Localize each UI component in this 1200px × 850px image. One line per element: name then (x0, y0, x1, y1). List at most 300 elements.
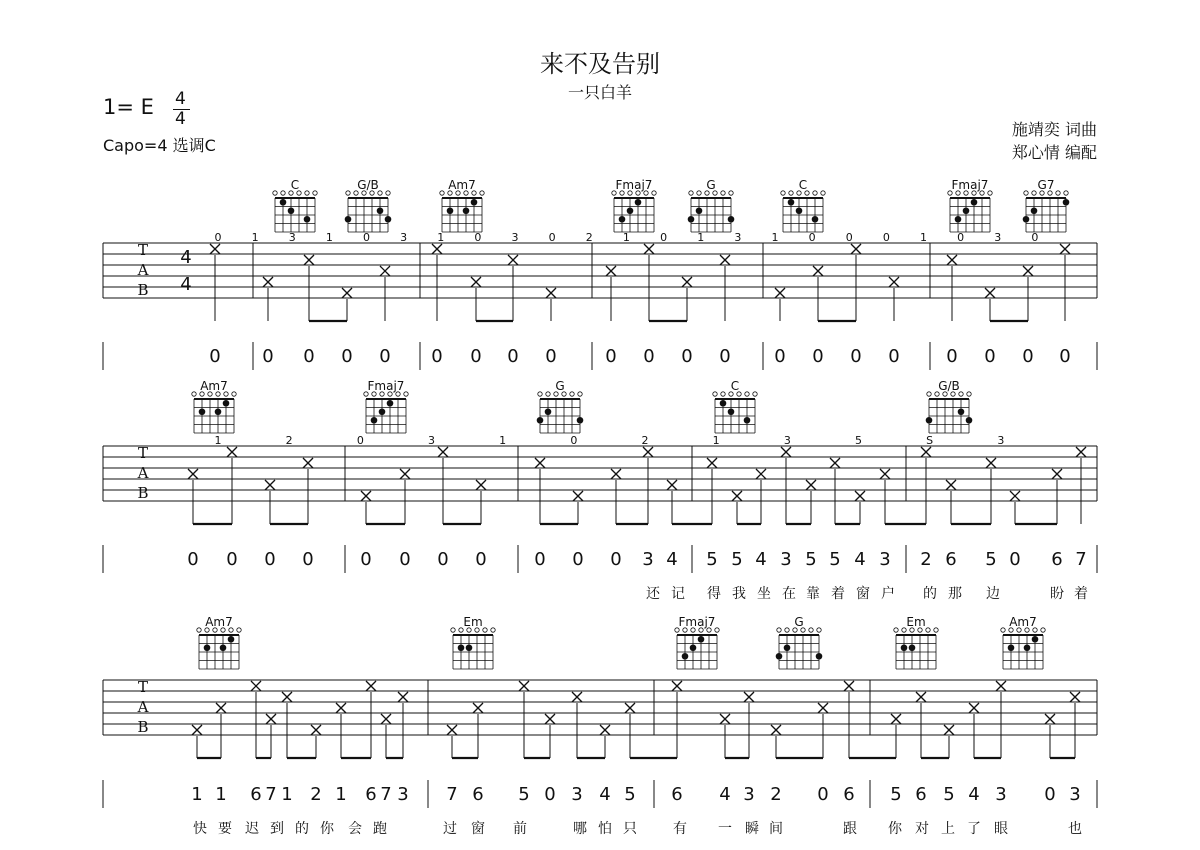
open-string-marker (1024, 191, 1028, 195)
fret-number: 1 (437, 231, 445, 244)
jianpu-note: 0 (187, 549, 199, 570)
lyric-char: 瞬 (745, 821, 759, 837)
chord-name: Am7 (200, 379, 228, 393)
note-x-mark (889, 277, 899, 287)
jianpu-note: 0 (226, 549, 238, 570)
note-x-mark (844, 681, 854, 691)
note-x-mark (732, 491, 742, 501)
open-string-marker (305, 191, 309, 195)
chord-dot (909, 644, 916, 651)
note-x-mark (720, 714, 730, 724)
note-x-mark (1010, 491, 1020, 501)
note-x-mark (342, 288, 352, 298)
jianpu-note: 0 (572, 549, 584, 570)
open-string-marker (935, 392, 939, 396)
jianpu-note: 0 (209, 346, 221, 367)
chord-dot (901, 644, 908, 651)
chord-dot (963, 207, 970, 214)
jianpu-note: 0 (643, 346, 655, 367)
fret-number: 1 (712, 434, 720, 447)
note-x-mark (1045, 714, 1055, 724)
fret-number: 0 (957, 231, 965, 244)
open-string-marker (451, 628, 455, 632)
jianpu-note: 5 (890, 784, 902, 805)
jianpu-note: 3 (879, 549, 891, 570)
lyric-char: 我 (732, 586, 746, 602)
chord-name: Em (906, 615, 926, 629)
tab-row-2 (103, 379, 1097, 602)
jianpu-note: 5 (731, 549, 743, 570)
note-x-mark (188, 469, 198, 479)
time-signature-top: 4 (175, 89, 186, 109)
jianpu-note: 0 (545, 346, 557, 367)
open-string-marker (777, 628, 781, 632)
open-string-marker (948, 191, 952, 195)
jianpu-note: 5 (943, 784, 955, 805)
note-x-mark (476, 480, 486, 490)
fret-number: 3 (994, 231, 1002, 244)
note-x-mark (720, 255, 730, 265)
lyric-char: 窗 (856, 586, 870, 602)
chord-diagram (926, 379, 973, 433)
chord-diagram (781, 178, 825, 232)
lyric-char: 一 (718, 821, 732, 837)
chord-dot (698, 636, 705, 643)
note-x-mark (600, 725, 610, 735)
open-string-marker (926, 628, 930, 632)
lyric-char: 窗 (471, 821, 485, 837)
lyric-char: 在 (782, 586, 796, 602)
jianpu-note: 2 (310, 784, 322, 805)
jianpu-note: 0 (341, 346, 353, 367)
song-title: 来不及告别 (540, 50, 660, 78)
jianpu-note: 7 (265, 784, 277, 805)
chord-dot (377, 207, 384, 214)
chord-dot (537, 417, 544, 424)
open-string-marker (689, 191, 693, 195)
note-x-mark (473, 703, 483, 713)
jianpu-note: 2 (770, 784, 782, 805)
jianpu-note: 0 (1059, 346, 1071, 367)
note-x-mark (611, 469, 621, 479)
jianpu-note: 0 (719, 346, 731, 367)
open-string-marker (1032, 191, 1036, 195)
chord-dot (1031, 207, 1038, 214)
fret-number: 3 (997, 434, 1005, 447)
open-string-marker (697, 191, 701, 195)
fret-number: 0 (845, 231, 853, 244)
note-x-mark (471, 277, 481, 287)
lyric-char: 到 (270, 821, 284, 837)
open-string-marker (378, 191, 382, 195)
chord-dot (690, 644, 697, 651)
jianpu-note: 0 (610, 549, 622, 570)
open-string-marker (713, 392, 717, 396)
chord-name: Am7 (1009, 615, 1037, 629)
jianpu-note: 5 (518, 784, 530, 805)
jianpu-note: 0 (470, 346, 482, 367)
note-x-mark (227, 447, 237, 457)
note-x-mark (682, 277, 692, 287)
fret-number: 0 (808, 231, 816, 244)
tab-label-a: A (137, 261, 149, 279)
note-x-mark (606, 266, 616, 276)
jianpu-note: 0 (437, 549, 449, 570)
chord-dot (379, 408, 386, 415)
lyric-char: 还 (646, 586, 660, 602)
note-x-mark (400, 469, 410, 479)
note-x-mark (855, 491, 865, 501)
chord-diagram (612, 178, 656, 232)
chord-dot (796, 207, 803, 214)
jianpu-note: 0 (544, 784, 556, 805)
chord-dot (926, 417, 933, 424)
note-x-mark (707, 458, 717, 468)
note-x-mark (303, 458, 313, 468)
open-string-marker (785, 628, 789, 632)
open-string-marker (652, 191, 656, 195)
open-string-marker (753, 392, 757, 396)
chord-dot (728, 216, 735, 223)
jianpu-note: 0 (399, 549, 411, 570)
note-x-mark (336, 703, 346, 713)
chord-dot (466, 644, 473, 651)
chord-diagram (675, 615, 719, 669)
chord-name: Fmaj7 (615, 178, 653, 192)
open-string-marker (273, 191, 277, 195)
note-x-mark (744, 692, 754, 702)
open-string-marker (821, 191, 825, 195)
jianpu-note: 7 (1075, 549, 1087, 570)
lyric-char: 怕 (598, 821, 612, 837)
note-x-mark (891, 714, 901, 724)
lyric-char: 跑 (373, 821, 387, 837)
open-string-marker (546, 392, 550, 396)
open-string-marker (809, 628, 813, 632)
open-string-marker (715, 628, 719, 632)
fret-number: 3 (288, 231, 296, 244)
fret-number: 0 (1031, 231, 1039, 244)
chord-dot (215, 408, 222, 415)
note-x-mark (986, 458, 996, 468)
lyric-char: 记 (671, 586, 685, 602)
jianpu-note: 0 (507, 346, 519, 367)
chord-dot (812, 216, 819, 223)
jianpu-note: 3 (995, 784, 1007, 805)
note-x-mark (1023, 266, 1033, 276)
lyric-char: 你 (320, 821, 334, 837)
jianpu-note: 4 (666, 549, 678, 570)
chord-dot (1032, 636, 1039, 643)
chord-dot (776, 653, 783, 660)
jianpu-note: 0 (431, 346, 443, 367)
note-x-mark (813, 266, 823, 276)
lyric-char: 也 (1068, 821, 1082, 837)
lyric-char: 眼 (994, 821, 1008, 837)
jianpu-note: 4 (854, 549, 866, 570)
lyric-char: 只 (623, 821, 637, 837)
fret-number: 2 (285, 434, 293, 447)
note-x-mark (304, 255, 314, 265)
chord-name: Fmaj7 (951, 178, 989, 192)
open-string-marker (988, 191, 992, 195)
note-x-mark (381, 714, 391, 724)
jianpu-note: 6 (671, 784, 683, 805)
fret-number: 1 (697, 231, 705, 244)
open-string-marker (281, 191, 285, 195)
jianpu-note: 6 (915, 784, 927, 805)
chord-dot (371, 417, 378, 424)
note-x-mark (644, 244, 654, 254)
open-string-marker (1064, 191, 1068, 195)
lyric-char: 靠 (806, 586, 820, 602)
lyric-char: 有 (673, 821, 687, 837)
lyric-char: 边 (986, 586, 1000, 602)
chord-dot (682, 653, 689, 660)
chord-diagram (364, 379, 408, 433)
note-x-mark (535, 458, 545, 468)
open-string-marker (1041, 628, 1045, 632)
jianpu-note: 1 (191, 784, 203, 805)
chord-diagram (688, 178, 735, 232)
open-string-marker (578, 392, 582, 396)
note-x-mark (985, 288, 995, 298)
open-string-marker (404, 392, 408, 396)
jianpu-note: 1 (215, 784, 227, 805)
jianpu-note: 3 (642, 549, 654, 570)
jianpu-note: 5 (985, 549, 997, 570)
chord-dot (784, 644, 791, 651)
open-string-marker (721, 392, 725, 396)
open-string-marker (729, 191, 733, 195)
note-x-mark (192, 725, 202, 735)
lyric-char: 着 (831, 586, 845, 602)
chord-diagram (776, 615, 823, 669)
chord-name: G/B (938, 379, 960, 393)
tab-row-1 (103, 178, 1097, 370)
fret-number: 2 (641, 434, 649, 447)
tab-label-t: T (137, 678, 149, 696)
chord-diagram (537, 379, 584, 433)
open-string-marker (721, 191, 725, 195)
chord-dot (696, 207, 703, 214)
chord-dot (204, 644, 211, 651)
credit-lyrics-music: 施靖奕 词曲 (1011, 120, 1097, 139)
open-string-marker (480, 191, 484, 195)
fret-number: 5 (855, 434, 862, 447)
chord-name: G/B (357, 178, 379, 192)
fret-number: 3 (734, 231, 742, 244)
lyric-char: 你 (888, 821, 902, 837)
chord-diagram (713, 379, 757, 433)
chord-dot (223, 400, 230, 407)
chord-dot (577, 417, 584, 424)
chord-diagram (1001, 615, 1045, 669)
open-string-marker (313, 191, 317, 195)
note-x-mark (996, 681, 1006, 691)
chord-dot (447, 207, 454, 214)
chord-dot (1008, 644, 1015, 651)
jianpu-note: 0 (303, 346, 315, 367)
note-x-mark (643, 447, 653, 457)
note-x-mark (361, 491, 371, 501)
lyric-char: 过 (443, 821, 457, 837)
note-x-mark (210, 244, 220, 254)
open-string-marker (1001, 628, 1005, 632)
jianpu-note: 7 (446, 784, 458, 805)
jianpu-note: 2 (920, 549, 932, 570)
jianpu-note: 3 (743, 784, 755, 805)
note-x-mark (519, 681, 529, 691)
chord-dot (744, 417, 751, 424)
note-x-mark (216, 703, 226, 713)
note-x-mark (625, 703, 635, 713)
jianpu-note: 0 (534, 549, 546, 570)
tab-label-t: T (137, 241, 149, 259)
jianpu-note: 0 (302, 549, 314, 570)
lyric-char: 得 (707, 586, 721, 602)
jianpu-note: 0 (681, 346, 693, 367)
note-x-mark (667, 480, 677, 490)
chord-dot (720, 400, 727, 407)
lyric-char: 跟 (843, 821, 857, 837)
chord-name: Am7 (448, 178, 476, 192)
open-string-marker (354, 191, 358, 195)
note-x-mark (818, 703, 828, 713)
chord-name: C (290, 178, 300, 192)
lyric-char: 坐 (757, 586, 771, 602)
jianpu-note: 4 (968, 784, 980, 805)
note-x-mark (265, 480, 275, 490)
chord-dot (228, 636, 235, 643)
artist-name: 一只白羊 (567, 83, 632, 102)
note-x-mark (1070, 692, 1080, 702)
fret-number: 1 (214, 434, 222, 447)
key-label: 1= E (103, 95, 154, 119)
chord-dot (728, 408, 735, 415)
jianpu-note: 0 (379, 346, 391, 367)
note-x-mark (775, 288, 785, 298)
lyric-char: 前 (513, 821, 527, 837)
fret-number: 0 (570, 434, 578, 447)
chord-dot (816, 653, 823, 660)
chord-diagram (192, 379, 236, 433)
open-string-marker (813, 191, 817, 195)
note-x-mark (1060, 244, 1070, 254)
tab-label-b: B (137, 281, 149, 299)
chord-dot (345, 216, 352, 223)
chord-name: Em (463, 615, 483, 629)
note-x-mark (947, 255, 957, 265)
fret-number: 3 (783, 434, 791, 447)
open-string-marker (346, 191, 350, 195)
chord-diagram (345, 178, 392, 232)
open-string-marker (538, 392, 542, 396)
note-x-mark (806, 480, 816, 490)
open-string-marker (237, 628, 241, 632)
jianpu-note: 5 (805, 549, 817, 570)
jianpu-note: 6 (843, 784, 855, 805)
note-x-mark (251, 681, 261, 691)
open-string-marker (197, 628, 201, 632)
chord-name: G (555, 379, 565, 393)
lyric-char: 哪 (573, 821, 587, 837)
chord-dot (966, 417, 973, 424)
fret-number: 0 (548, 231, 556, 244)
chord-dot (635, 199, 642, 206)
note-x-mark (946, 480, 956, 490)
jianpu-note: 3 (780, 549, 792, 570)
credit-arranger: 郑心情 编配 (1011, 143, 1097, 162)
chord-name: Fmaj7 (367, 379, 405, 393)
chord-diagram (948, 178, 992, 232)
lyric-char: 户 (881, 586, 895, 602)
jianpu-note: 0 (264, 549, 276, 570)
jianpu-note: 4 (599, 784, 611, 805)
jianpu-note: 6 (365, 784, 377, 805)
lyric-char: 快 (193, 821, 207, 837)
note-x-mark (438, 447, 448, 457)
chord-name: G7 (1037, 178, 1055, 192)
fret-number: 1 (499, 434, 507, 447)
note-x-mark (1076, 447, 1086, 457)
lyric-char: 了 (967, 821, 981, 837)
lyric-char: 的 (923, 586, 937, 602)
chord-dot (288, 207, 295, 214)
open-string-marker (483, 628, 487, 632)
chord-name: G (706, 178, 716, 192)
jianpu-note: 0 (1009, 549, 1021, 570)
tab-label-a: A (137, 464, 149, 482)
chord-dot (387, 400, 394, 407)
note-x-mark (830, 458, 840, 468)
chord-dot (280, 199, 287, 206)
chord-dot (1063, 199, 1070, 206)
open-string-marker (927, 392, 931, 396)
note-x-mark (916, 692, 926, 702)
jianpu-note: 3 (571, 784, 583, 805)
note-x-mark (781, 447, 791, 457)
fret-number: 2 (585, 231, 593, 244)
tab-label-b: B (137, 484, 149, 502)
capo-info: Capo=4 选调C (103, 136, 216, 155)
jianpu-note: 0 (475, 549, 487, 570)
fret-number: 1 (771, 231, 779, 244)
open-string-marker (364, 392, 368, 396)
fret-number: S (926, 434, 934, 447)
jianpu-note: 0 (817, 784, 829, 805)
note-x-mark (366, 681, 376, 691)
open-string-marker (902, 628, 906, 632)
lyric-char: 间 (769, 821, 783, 837)
chord-dot (619, 216, 626, 223)
chord-name: Fmaj7 (678, 615, 716, 629)
chord-diagram (894, 615, 938, 669)
chord-diagram (440, 178, 484, 232)
tab-row-3 (103, 615, 1097, 837)
jianpu-note: 0 (774, 346, 786, 367)
note-x-mark (398, 692, 408, 702)
jianpu-note: 6 (250, 784, 262, 805)
chord-diagram (1023, 178, 1070, 232)
note-x-mark (573, 491, 583, 501)
open-string-marker (570, 392, 574, 396)
open-string-marker (967, 392, 971, 396)
jianpu-note: 6 (472, 784, 484, 805)
fret-number: 0 (363, 231, 371, 244)
jianpu-note: 5 (624, 784, 636, 805)
chord-dot (958, 408, 965, 415)
